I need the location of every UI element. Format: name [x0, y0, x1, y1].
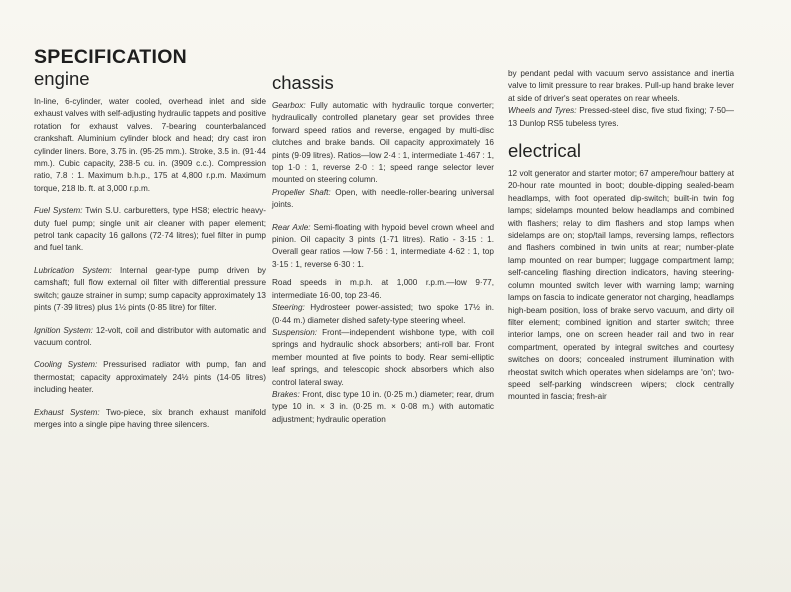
engine-heading: engine [34, 68, 90, 89]
ignition-system-label: Ignition System: [34, 325, 93, 335]
steering-label: Steering: [272, 303, 305, 313]
wheels-tyres-label: Wheels and Tyres: [508, 106, 577, 116]
exhaust-system-label: Exhaust System: [34, 407, 100, 417]
electrical-para: 12 volt generator and starter motor; 67 ampere/hour battery at 20-hour rate mounted in boot; double-dipping sealed-beam headlamps, with foot operated dip-switch; built-in twin fog lamps; sidelamps mounted below headlamps and combined with flashers; relay to dim flashers and stop lamps when sidelamps are on; stop/tail lamps, reversing lamps, reflectors and flashers combined in twin units at rear; number-plate lamp mounted on rear bumper; luggage compartment lamp; self-canceling flashing direction indicators, having steering-column mounted switch lever with warning lamp; warning lamps on fascia to indicate generator not charging, headlamps high-beam position, loss of brake servo vacuum, and dirty oil filter element; combined ignition and starter switch; three interior lamps, one on screen header rail and two in rear compartment, operated by integral switches and courtesy switches on doors; concealed instrument illumination with rheostat switch which operates when sidelamps are 'on'; two-speed self-parking windscreen wipers; clock centrally mounted in fascia; fresh-air [508, 169, 734, 402]
steering-text: Hydrosteer power-assisted; two spoke 17½ in. (0·44 m.) diameter dished safety-type steering wheel. [272, 303, 494, 325]
suspension-para [272, 327, 494, 389]
electrical-heading: electrical [508, 140, 581, 162]
fuel-system-label: Fuel System: [34, 206, 83, 216]
page-title: SPECIFICATION [34, 46, 188, 68]
fuel-system-para [34, 205, 266, 255]
ignition-system-para [34, 325, 266, 350]
column-engine [34, 46, 266, 431]
brakes-text: Front, disc type 10 in. (0·25 m.) diameter; rear, drum type 10 in. × 3 in. (0·25 m. × 0·08 m.) with automatic adjustment; hydraulic operation [272, 389, 494, 424]
column-chassis [272, 72, 494, 426]
gearbox-label: Gearbox: [272, 101, 306, 110]
road-speeds-text: Road speeds in m.p.h. at 1,000 r.p.m.—low 9·77, intermediate 16·00, top 23·46. [272, 278, 494, 300]
cooling-system-text: Pressurised radiator with pump, fan and thermostat; capacity approximately 24½ pints (14·05 litres) including heater. [34, 360, 266, 395]
fuel-system-text: Twin S.U. carburetters, type HS8; electric heavy-duty fuel pump; single unit air cleaner with paper element; petrol tank capacity 16 gallons (72·74 litres); fuel filter in pump and fuel tank. [34, 206, 266, 253]
propeller-shaft-label: Propeller Shaft: [272, 187, 331, 197]
ignition-system-text: 12-volt, coil and distributor with automatic and vacuum control. [34, 325, 267, 347]
brakes-para [272, 389, 494, 426]
brakes-continued-para: by pendant pedal with vacuum servo assistance and inertia valve to limit pressure to rear brakes. Pull-up hand brake lever at side of driver's seat operates on rear wheels. [508, 69, 734, 103]
steering-para [272, 302, 494, 327]
suspension-text: Front—independent wishbone type, with coil springs and hydraulic shock absorbers; anti-roll bar. Front member mounted at five points to body. Rear semi-elliptic leaf springs, and telescopic shock absorbers which also control lateral sway. [272, 327, 494, 387]
rear-axle-text: Semi-floating with hypoid bevel crown wheel and pinion. Oil capacity 3 pints (1·71 litres). Ratio - 3·15 : 1. Overall gear ratios —low 7·56 : 1, intermediate 4·62 : 1, top 3·15 : 1, reverse 6·30 : 1. [272, 222, 495, 269]
exhaust-system-text: Two-piece, six branch exhaust manifold merges into a single pipe having three silencers. [34, 407, 266, 429]
wheels-tyres-text: Pressed-steel disc, five stud fixing; 7·50—13 Dunlop RS5 tubeless tyres. [508, 106, 734, 128]
road-speeds-para [272, 277, 494, 302]
rear-axle-label: Rear Axle: [272, 222, 311, 232]
rear-axle-para [272, 222, 494, 272]
engine-intro: In-line, 6-cylinder, water cooled, overhead inlet and side exhaust valves with self-adjusting hydraulic tappets and positive rotation for exhaust valves. 7-bearing counterbalanced crankshaft. Aluminium cylinder block and head; dry cast iron cylinder liners. Bore, 3.75 in. (95·25 mm.). Stroke, 3.5 in. (91·44 mm.). Cubic capacity, 238·5 cu. in. (3909 c.c.). Compression ratio, 7.8 : 1. Maximum b.h.p., 175 at 4,800 r.p.m. Maximum torque, 218 lb. ft. at 3,000 r.p.m. [34, 97, 266, 193]
propeller-shaft-text: Open, with needle-roller-bearing universal joints. [272, 187, 494, 210]
cooling-system-label: Cooling System: [34, 360, 98, 370]
lubrication-system-text: Internal gear-type pump driven by camshaft; full flow external oil filter with differential pressure switch; gauze strainer in sump; sump capacity approximately 13 pints (7·39 litres) plus 1½ pints (0·85 litre) for filter. [34, 265, 266, 313]
lubrication-system-label: Lubrication System: [34, 265, 112, 275]
lubrication-system-para [34, 265, 266, 315]
exhaust-system-para [34, 407, 266, 432]
wheels-tyres-para [508, 105, 734, 130]
propeller-shaft-para [272, 187, 494, 212]
gearbox-text: Fully automatic with hydraulic torque converter; hydraulically controlled planetary gear set provides three forward speed ratios and reverse, engaged by multi-disc clutches and brake bands. Oil capacity approximately 16 pints (9·09 litres). Ratios—low 2·4 : 1, intermediate 1·467 : 1, top 1·0 : 1, reverse 2·0 : 1; speed range selector lever mounted on steering column. [272, 101, 494, 185]
gearbox-para [272, 100, 494, 187]
brakes-label: Brakes: [272, 389, 300, 399]
chassis-heading: chassis [272, 72, 334, 93]
suspension-label: Suspension: [272, 327, 318, 337]
cooling-system-para [34, 359, 266, 396]
column-electrical [508, 68, 734, 404]
